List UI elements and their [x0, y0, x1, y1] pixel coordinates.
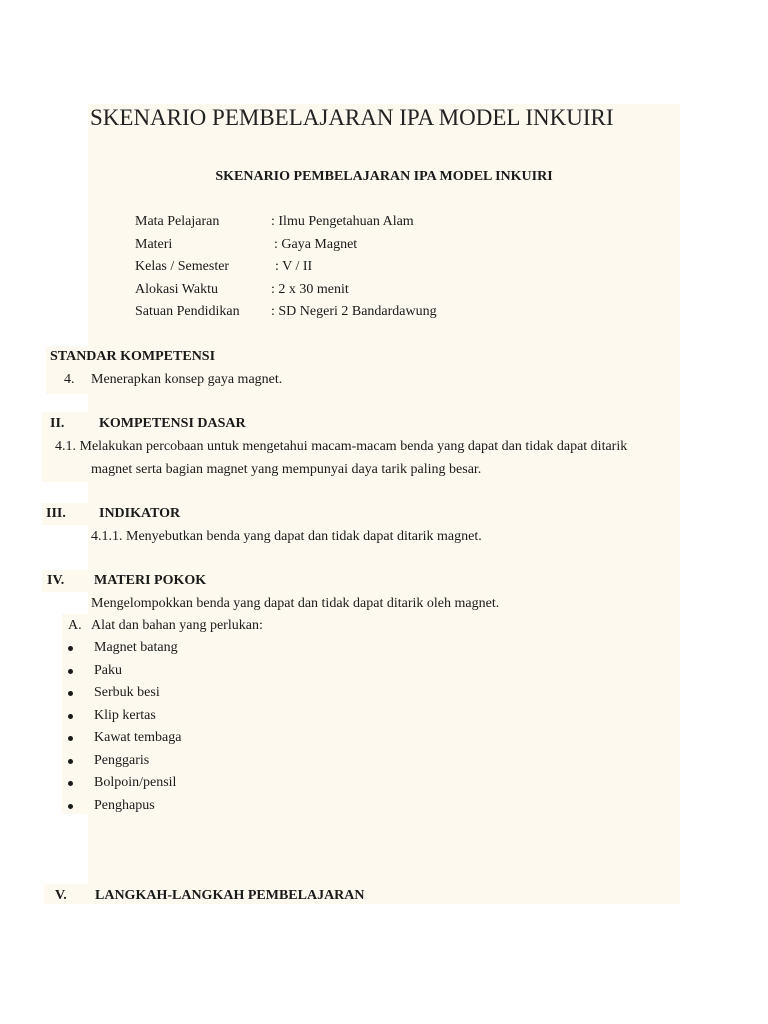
kd-text-line-1: 4.1. Melakukan percobaan untuk mengetahui macam-macam benda yang dapat dan tidak dapat ditarik: [55, 439, 628, 454]
identity-label: Alokasi Waktu: [135, 282, 218, 297]
list-item-label: Paku: [94, 663, 122, 678]
bullet-icon: [68, 759, 73, 764]
identity-value: : SD Negeri 2 Bandardawung: [271, 304, 437, 319]
identity-value: : V / II: [275, 259, 313, 274]
page-title: SKENARIO PEMBELAJARAN IPA MODEL INKUIRI: [90, 105, 614, 130]
list-item-label: Bolpoin/pensil: [94, 775, 177, 790]
bullet-icon: [68, 736, 73, 741]
materi-sub-text: Alat dan bahan yang perlukan:: [91, 618, 263, 633]
section-number-materi: IV.: [47, 573, 65, 588]
kd-text-line-2: magnet serta bagian magnet yang mempunyai daya tarik paling besar.: [91, 462, 482, 477]
bullet-icon: [68, 669, 73, 674]
indikator-text: 4.1.1. Menyebutkan benda yang dapat dan tidak dapat ditarik magnet.: [91, 529, 482, 544]
identity-label: Kelas / Semester: [135, 259, 230, 274]
list-item-label: Penggaris: [94, 753, 150, 768]
list-item-label: Klip kertas: [94, 708, 156, 723]
sk-text: Menerapkan konsep gaya magnet.: [91, 372, 283, 387]
section-number-indikator: III.: [46, 506, 66, 521]
section-number-langkah: V.: [55, 888, 67, 903]
bullet-icon: [68, 781, 73, 786]
bullet-icon: [68, 691, 73, 696]
identity-label: Mata Pelajaran: [135, 214, 220, 229]
sk-number: 4.: [64, 372, 75, 387]
section-heading-kompetensi-dasar: KOMPETENSI DASAR: [99, 416, 246, 431]
list-item-label: Penghapus: [94, 798, 155, 813]
document-subtitle: SKENARIO PEMBELAJARAN IPA MODEL INKUIRI: [215, 169, 553, 184]
list-item-label: Magnet batang: [94, 640, 178, 655]
section-heading-standar-kompetensi: STANDAR KOMPETENSI: [50, 349, 216, 364]
identity-label: Materi: [135, 237, 173, 252]
list-item-label: Kawat tembaga: [94, 730, 182, 745]
identity-label: Satuan Pendidikan: [135, 304, 240, 319]
bullet-icon: [68, 714, 73, 719]
identity-value: : Gaya Magnet: [274, 237, 358, 252]
materi-intro: Mengelompokkan benda yang dapat dan tidak dapat ditarik oleh magnet.: [91, 596, 500, 611]
bullet-icon: [68, 646, 73, 651]
section-heading-langkah-pembelajaran: LANGKAH-LANGKAH PEMBELAJARAN: [95, 888, 365, 903]
section-heading-indikator: INDIKATOR: [99, 506, 181, 521]
section-heading-materi-pokok: MATERI POKOK: [94, 573, 207, 588]
identity-value: : Ilmu Pengetahuan Alam: [271, 214, 414, 229]
section-number-kd: II.: [50, 416, 65, 431]
materi-sub-letter: A.: [68, 618, 82, 633]
identity-value: : 2 x 30 menit: [271, 282, 349, 297]
bullet-icon: [68, 804, 73, 809]
list-item-label: Serbuk besi: [94, 685, 160, 700]
page-background-left-5: [62, 614, 88, 814]
